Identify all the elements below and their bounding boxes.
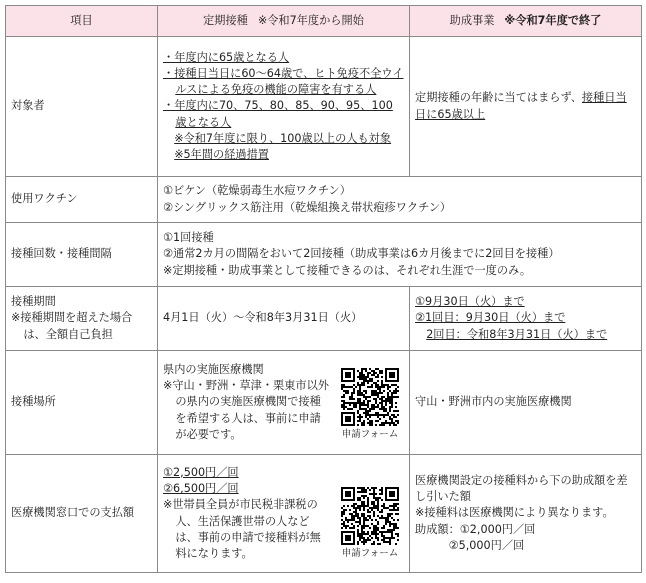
payment-subsidy: 医療機関設定の接種料から下の助成額を差し引いた額 ※接種料は医療機関により異なります。 助成額：①2,000円／回 ②5,000円／回	[410, 455, 642, 573]
target-subsidy: 定期接種の年齢に当てはまらず、接種日当日に65歳以上	[410, 37, 642, 177]
qr-label: 申請フォーム	[341, 547, 399, 559]
row-label: 対象者	[6, 37, 158, 177]
vaccination-comparison-table	[5, 5, 642, 573]
row-vaccine	[6, 177, 642, 223]
qr-code-application-form[interactable]	[336, 487, 404, 561]
row-label: 接種期間 ※接種期間を超えた場合は、全額自己負担	[6, 287, 158, 351]
qr-code-application-form[interactable]	[336, 368, 404, 442]
row-label: 医療機関窓口での支払額	[6, 455, 158, 573]
qr-code-icon	[341, 368, 399, 426]
row-doses	[6, 223, 642, 287]
header-row	[6, 6, 642, 37]
row-target	[6, 37, 642, 177]
qr-code-icon	[341, 487, 399, 545]
period-subsidy: ①9月30日（火）まで ②1回目：9月30日（火）まで 2回目：令和8年3月31日（火）まで	[410, 287, 642, 351]
row-period	[6, 287, 642, 351]
doses-detail: ①1回接種 ②通常2カ月の間隔をおいて2回接種（助成事業は6カ月後までに2回目を接種） ※定期接種・助成事業として接種できるのは、それぞれ生涯で一度のみ。	[158, 223, 642, 287]
row-label: 使用ワクチン	[6, 177, 158, 223]
target-regular: ・年度内に65歳となる人 ・接種日当日に60～64歳で、ヒト免疫不全ウイルスによる免疫の機能の障害を有する人 ・年度内に70、75、80、85、90、95、100歳となる人 ※令和7年度に限り、100歳以上の人も対象 ※5年間の経過措置	[158, 37, 410, 177]
vaccine-detail: ①ビケン（乾燥弱毒生水痘ワクチン） ②シングリックス筋注用（乾燥組換え帯状疱疹ワクチン）	[158, 177, 642, 223]
qr-label: 申請フォーム	[341, 428, 399, 440]
header-regular-note: ※令和7年度から開始	[257, 13, 364, 27]
payment-regular: ①2,500円／回 ②6,500円／回 ※世帯員全員が市民税非課税の人、生活保護世帯の人などは、事前の申請で接種料が無料になります。 申請フォーム	[158, 455, 410, 573]
header-item: 項目	[6, 6, 158, 37]
row-label: 接種場所	[6, 351, 158, 455]
place-subsidy: 守山・野洲市内の実施医療機関	[410, 351, 642, 455]
row-payment	[6, 455, 642, 573]
place-regular: 県内の実施医療機関 ※守山・野洲・草津・栗東市以外の県内の実施医療機関で接種を希望する人は、事前に申請が必要です。 申請フォーム	[158, 351, 410, 455]
row-place	[6, 351, 642, 455]
row-label: 接種回数・接種間隔	[6, 223, 158, 287]
header-subsidy: 助成事業 ※令和7年度で終了	[410, 6, 642, 37]
header-regular: 定期接種 ※令和7年度から開始	[158, 6, 410, 37]
header-subsidy-note: ※令和7年度で終了	[504, 13, 602, 27]
period-regular: 4月1日（火）～令和8年3月31日（火）	[158, 287, 410, 351]
